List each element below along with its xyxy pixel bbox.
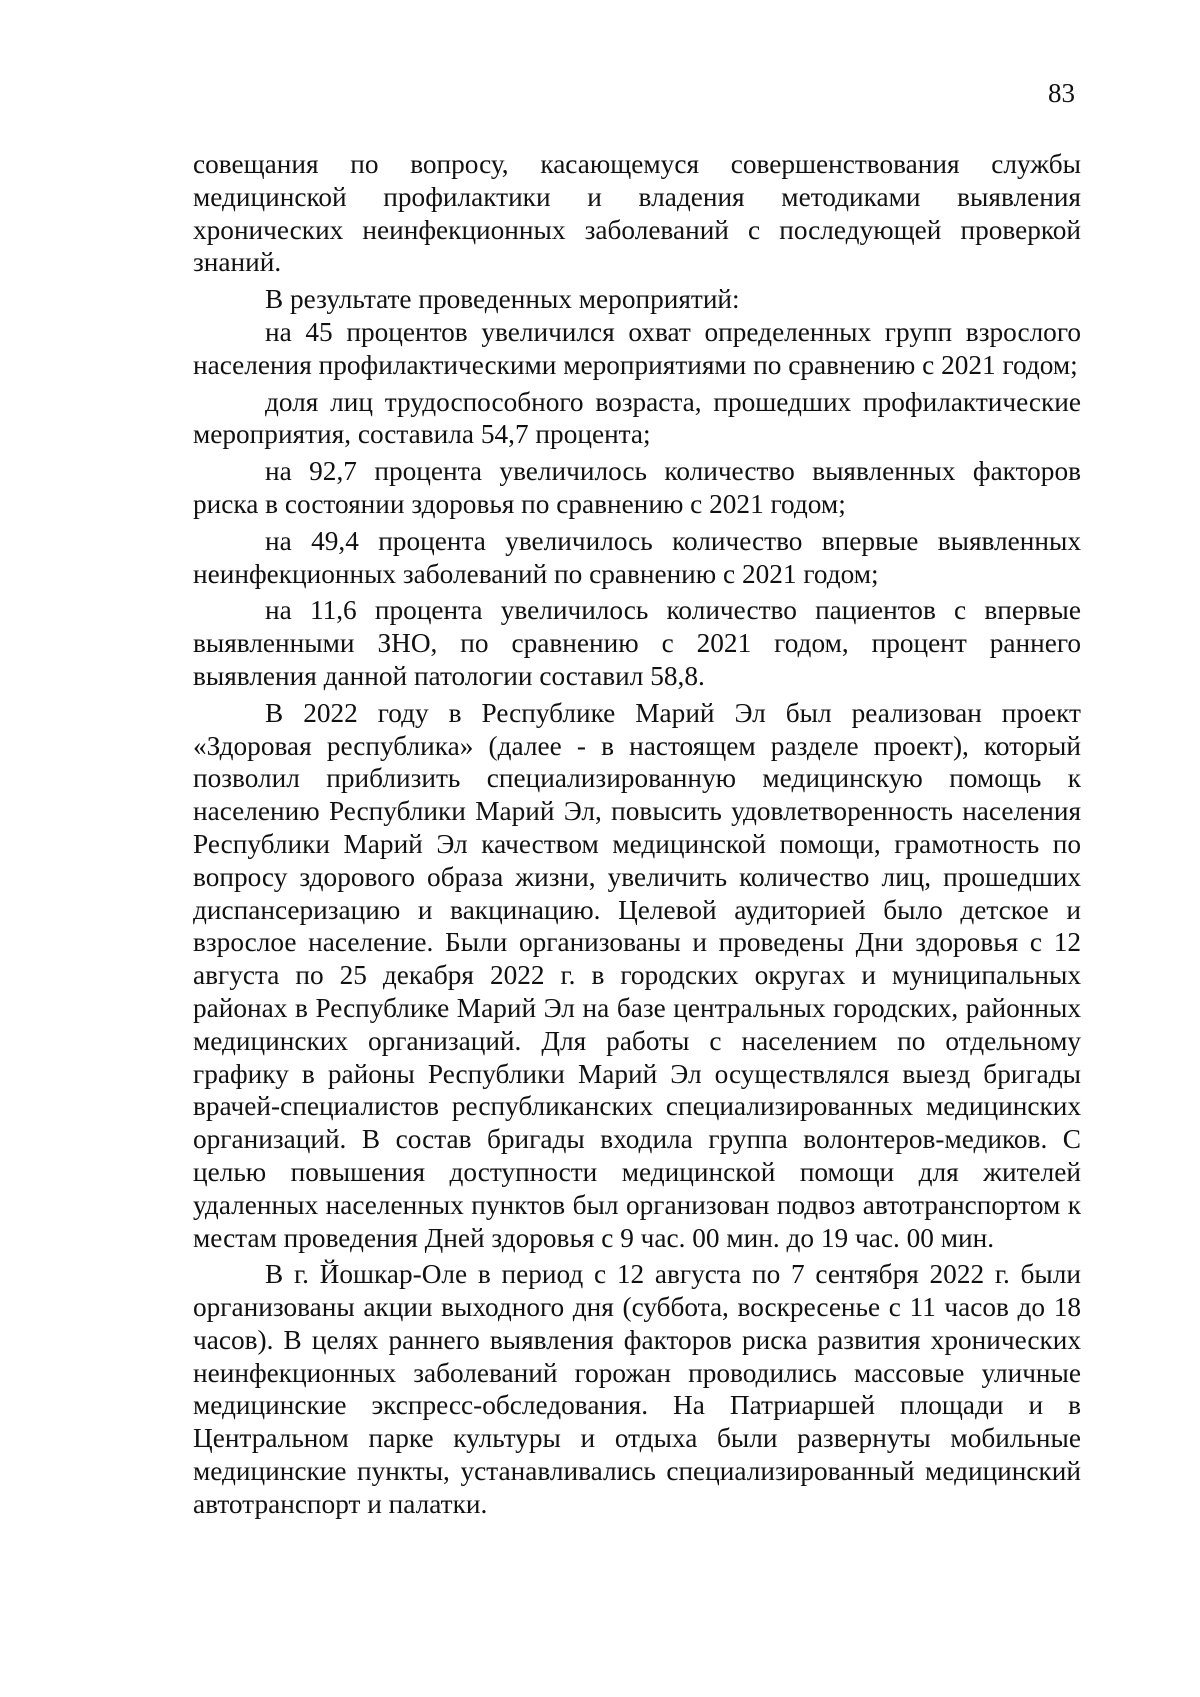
paragraph-results-intro: В результате проведенных мероприятий: bbox=[265, 284, 740, 315]
paragraph-result-coverage: на 45 процентов увеличился охват определенных групп взрослого населения профилактическими мероприятиями по сравнению с 2021 годом; bbox=[193, 316, 1081, 380]
paragraph-result-zno: на 11,6 процента увеличилось количество пациентов с впервые выявленными ЗНО, по сравнению с 2021 годом, процент раннего выявления данной патологии составил 58,8. bbox=[193, 595, 1081, 691]
paragraph-result-working-age: доля лиц трудоспособного возраста, прошедших профилактические мероприятия, составила 54,7 процента; bbox=[193, 386, 1081, 450]
paragraph-result-diseases: на 49,4 процента увеличилось количество впервые выявленных неинфекционных заболеваний по сравнению с 2021 годом; bbox=[193, 525, 1081, 589]
paragraph-healthy-republic-project: В 2022 году в Республике Марий Эл был реализован проект «Здоровая республика» (далее - в настоящем разделе проект), который позволил приблизить специализированную медицинскую помощь к населению Республики Марий Эл, повысить удовлетворенность населения Республики Марий Эл качеством медицинской помощи, грамотность по вопросу здорового образа жизни, увеличить количество лиц, прошедших диспансеризацию и вакцинацию. Целевой аудиторией было детское и взрослое население. Были организованы и проведены Дни здоровья с 12 августа по 25 декабря 2022 г. в городских округах и муниципальных районах в Республике Марий Эл на базе центральных городских, районных медицинских организаций. Для работы с населением по отдельному графику в районы Республики Марий Эл осуществлялся выезд бригады врачей-специалистов республиканских специализированных медицинских организаций. В состав бригады входила группа волонтеров-медиков. С целью повышения доступности медицинской помощи для жителей удаленных населенных пунктов был организован подвоз автотранспортом к местам проведения Дней здоровья с 9 час. 00 мин. до 19 час. 00 мин. bbox=[193, 697, 1081, 1253]
paragraph-result-risk-factors: на 92,7 процента увеличилось количество выявленных факторов риска в состоянии здоровья по сравнению с 2021 годом; bbox=[193, 456, 1081, 519]
paragraph-meeting-continuation: совещания по вопросу, касающемуся совершенствования службы медицинской профилактики и владения методиками выявления хронических неинфекционных заболеваний с последующей проверкой знаний. bbox=[193, 149, 1081, 278]
document-body bbox=[193, 148, 1081, 1521]
paragraph-yoshkar-ola-actions: В г. Йошкар-Оле в период с 12 августа по 7 сентября 2022 г. были организованы акции выходного дня (суббота, воскресенье с 11 часов до 18 часов). В целях раннего выявления факторов риска развития хронических неинфекционных заболеваний горожан проводились массовые уличные медицинские экспресс-обследования. На Патриаршей площади и в Центральном парке культуры и отдыха были развернуты мобильные медицинские пункты, устанавливались специализированный медицинский автотранспорт и палатки. bbox=[193, 1259, 1081, 1519]
page-number: 83 bbox=[1048, 78, 1075, 108]
